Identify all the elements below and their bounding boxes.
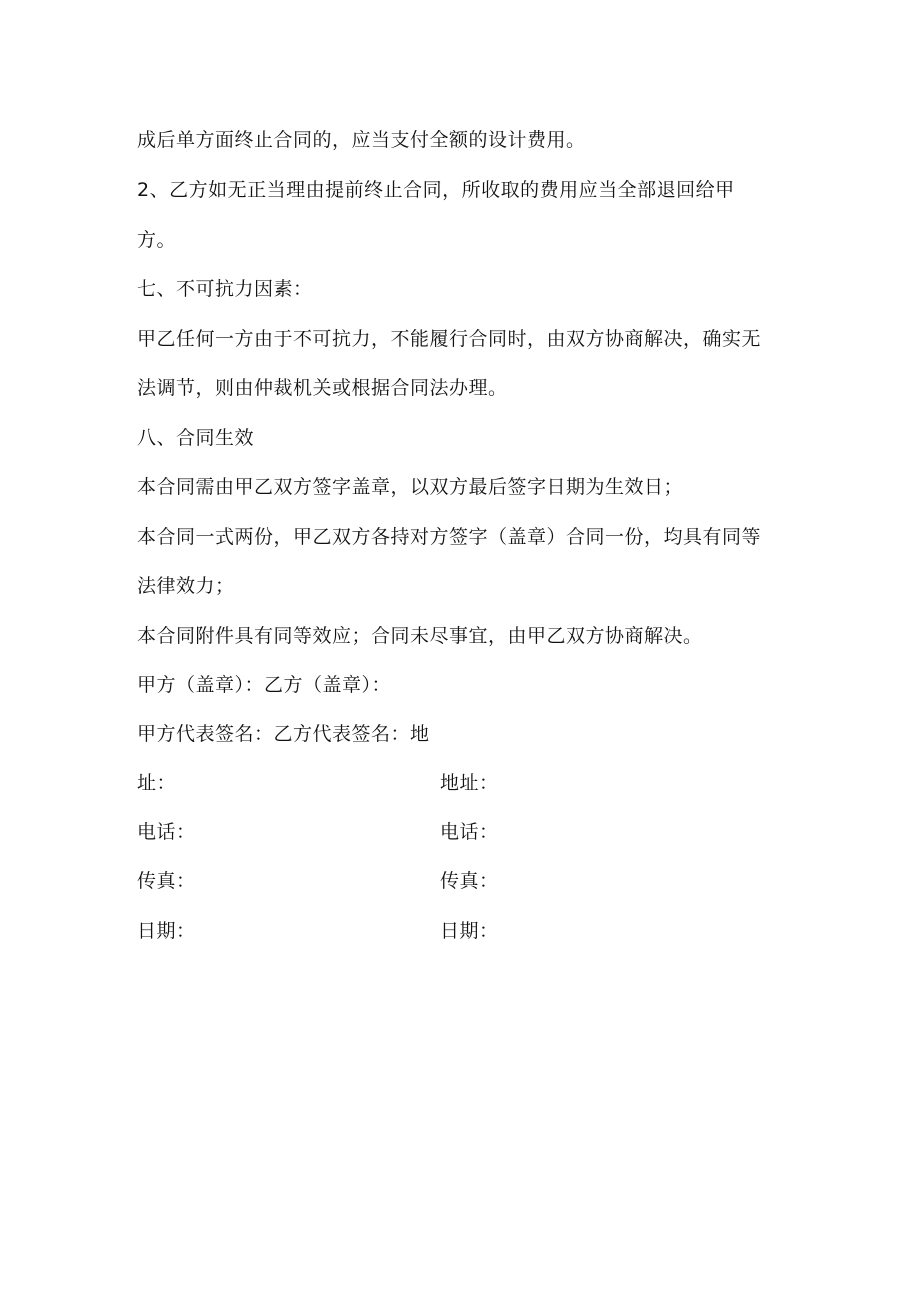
paragraph-copies: 本合同一式两份，甲乙双方各持对方签字（盖章）合同一份，均具有同等	[137, 526, 762, 548]
party-a-address-label: 址：	[137, 772, 177, 794]
paragraph-termination-fee: 成后单方面终止合同的，应当支付全额的设计费用。	[137, 129, 586, 151]
seal-line: 甲方（盖章）：乙方（盖章）：	[137, 674, 392, 696]
paragraph-force-majeure-cont: 法调节，则由仲裁机关或根据合同法办理。	[137, 377, 508, 399]
paragraph-force-majeure: 甲乙任何一方由于不可抗力，不能履行合同时，由双方协商解决，确实无	[137, 328, 762, 350]
party-b-date-label: 日期：	[440, 920, 499, 942]
paragraph-effective-date: 本合同需由甲乙双方签字盖章，以双方最后签字日期为生效日；	[137, 476, 684, 498]
party-b-phone-label: 电话：	[440, 821, 499, 843]
paragraph-copies-cont: 法律效力；	[137, 575, 235, 597]
party-b-fax-label: 传真：	[440, 870, 499, 892]
party-a-phone-label: 电话：	[137, 821, 196, 843]
party-a-date-label: 日期：	[137, 920, 196, 942]
representative-signature-line: 甲方代表签名：乙方代表签名：地	[137, 723, 430, 745]
section-heading-force-majeure: 七、不可抗力因素：	[137, 278, 313, 300]
party-a-fax-label: 传真：	[137, 870, 196, 892]
paragraph-attachments: 本合同附件具有同等效应；合同未尽事宜，由甲乙双方协商解决。	[137, 625, 703, 647]
paragraph-clause-2: 2、乙方如无正当理由提前终止合同，所收取的费用应当全部退回给甲	[137, 179, 735, 201]
section-heading-effectiveness: 八、合同生效	[137, 427, 255, 449]
paragraph-clause-2-cont: 方。	[137, 229, 177, 251]
party-b-address-label: 地址：	[440, 772, 499, 794]
